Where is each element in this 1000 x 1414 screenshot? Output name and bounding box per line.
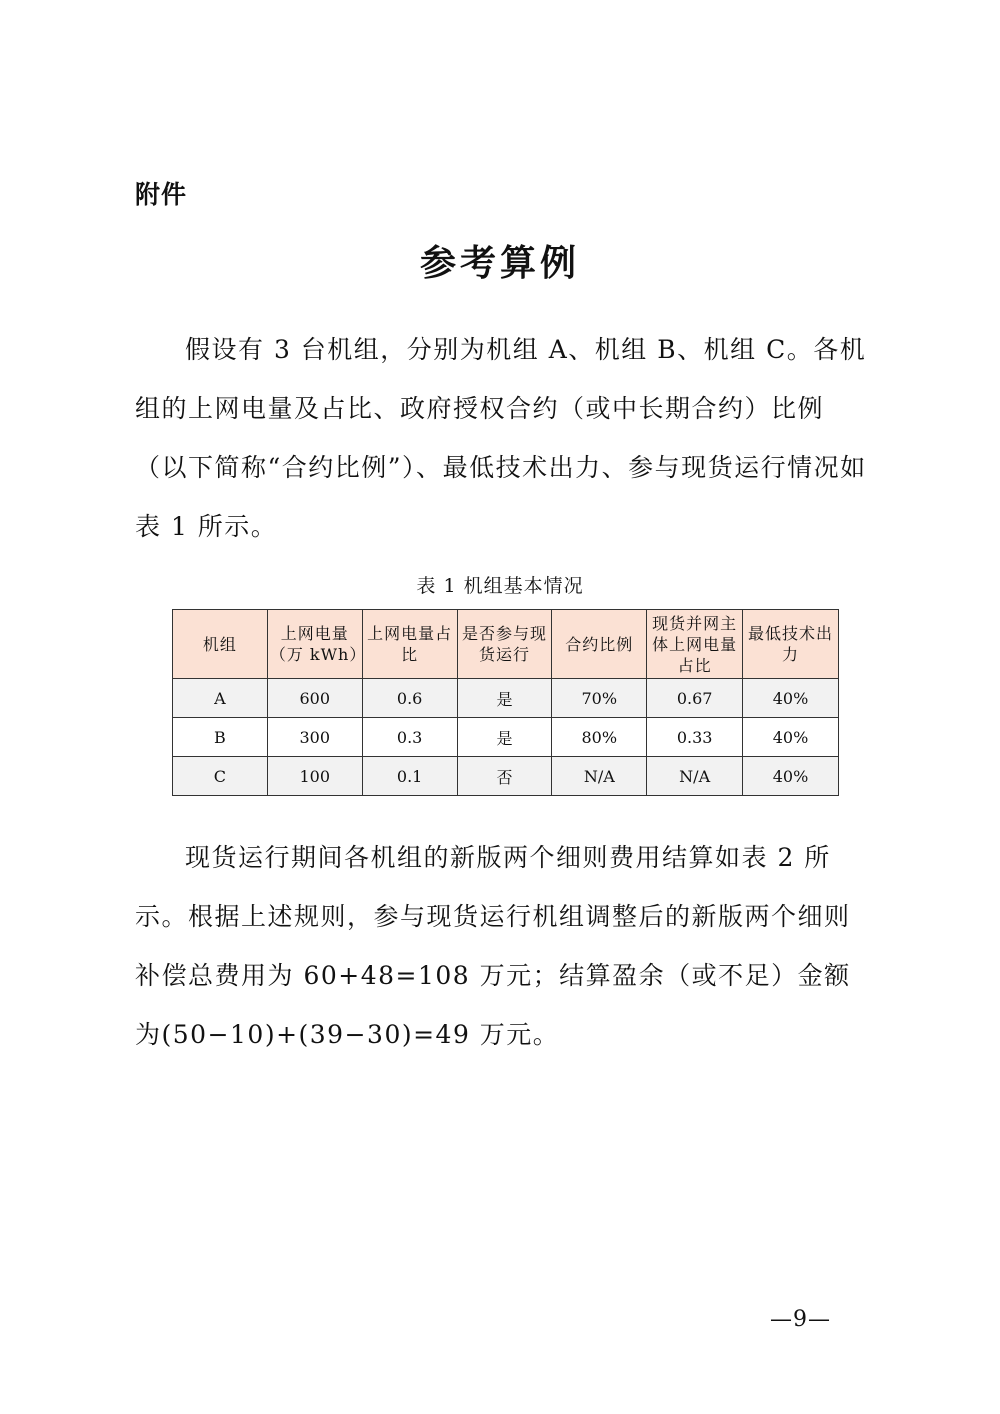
header-unit: 机组 xyxy=(173,610,268,679)
table-cell: A xyxy=(173,679,268,718)
table-cell: 0.33 xyxy=(647,718,743,757)
table-cell: 0.1 xyxy=(362,757,457,796)
attachment-label: 附件 xyxy=(135,180,188,209)
table-row xyxy=(173,757,839,796)
intro-paragraph: 假设有 3 台机组，分别为机组 A、机组 B、机组 C。各机组的上网电量及占比、政府授权合约（或中长期合约）比例（以下简称“合约比例”）、最低技术出力、参与现货运行情况如表 1 所示。 xyxy=(135,335,867,541)
table-cell: 0.67 xyxy=(647,679,743,718)
page-number: —9— xyxy=(770,1307,831,1332)
table-cell: 40% xyxy=(743,757,839,796)
table-caption: 表 1 机组基本情况 xyxy=(416,575,584,597)
table-row xyxy=(173,718,839,757)
table-cell: 是 xyxy=(457,679,552,718)
table-cell: 300 xyxy=(267,718,362,757)
header-grid-energy-share: 上网电量占比 xyxy=(362,610,457,679)
unit-info-table xyxy=(172,609,839,796)
header-spot-entity-share: 现货并网主体上网电量占比 xyxy=(647,610,743,679)
table-cell: 是 xyxy=(457,718,552,757)
table-cell: 100 xyxy=(267,757,362,796)
table-header-row xyxy=(173,610,839,679)
table-cell: 0.6 xyxy=(362,679,457,718)
header-min-output: 最低技术出力 xyxy=(743,610,839,679)
table-cell: 70% xyxy=(552,679,647,718)
table-cell: N/A xyxy=(647,757,743,796)
header-spot-participation: 是否参与现货运行 xyxy=(457,610,552,679)
table-row xyxy=(173,679,839,718)
table-cell: 80% xyxy=(552,718,647,757)
table-cell: 40% xyxy=(743,718,839,757)
table-cell: 0.3 xyxy=(362,718,457,757)
table-cell: N/A xyxy=(552,757,647,796)
header-grid-energy: 上网电量（万 kWh） xyxy=(267,610,362,679)
document-title: 参考算例 xyxy=(419,243,580,284)
table-cell: B xyxy=(173,718,268,757)
table-cell: 否 xyxy=(457,757,552,796)
settlement-paragraph: 现货运行期间各机组的新版两个细则费用结算如表 2 所示。根据上述规则，参与现货运行机组调整后的新版两个细则补偿总费用为 60+48=108 万元；结算盈余（或不足）金额为(50−10)+(39−30)=49 万元。 xyxy=(135,843,851,1049)
table-cell: 40% xyxy=(743,679,839,718)
header-contract-ratio: 合约比例 xyxy=(552,610,647,679)
table-cell: C xyxy=(173,757,268,796)
table-cell: 600 xyxy=(267,679,362,718)
